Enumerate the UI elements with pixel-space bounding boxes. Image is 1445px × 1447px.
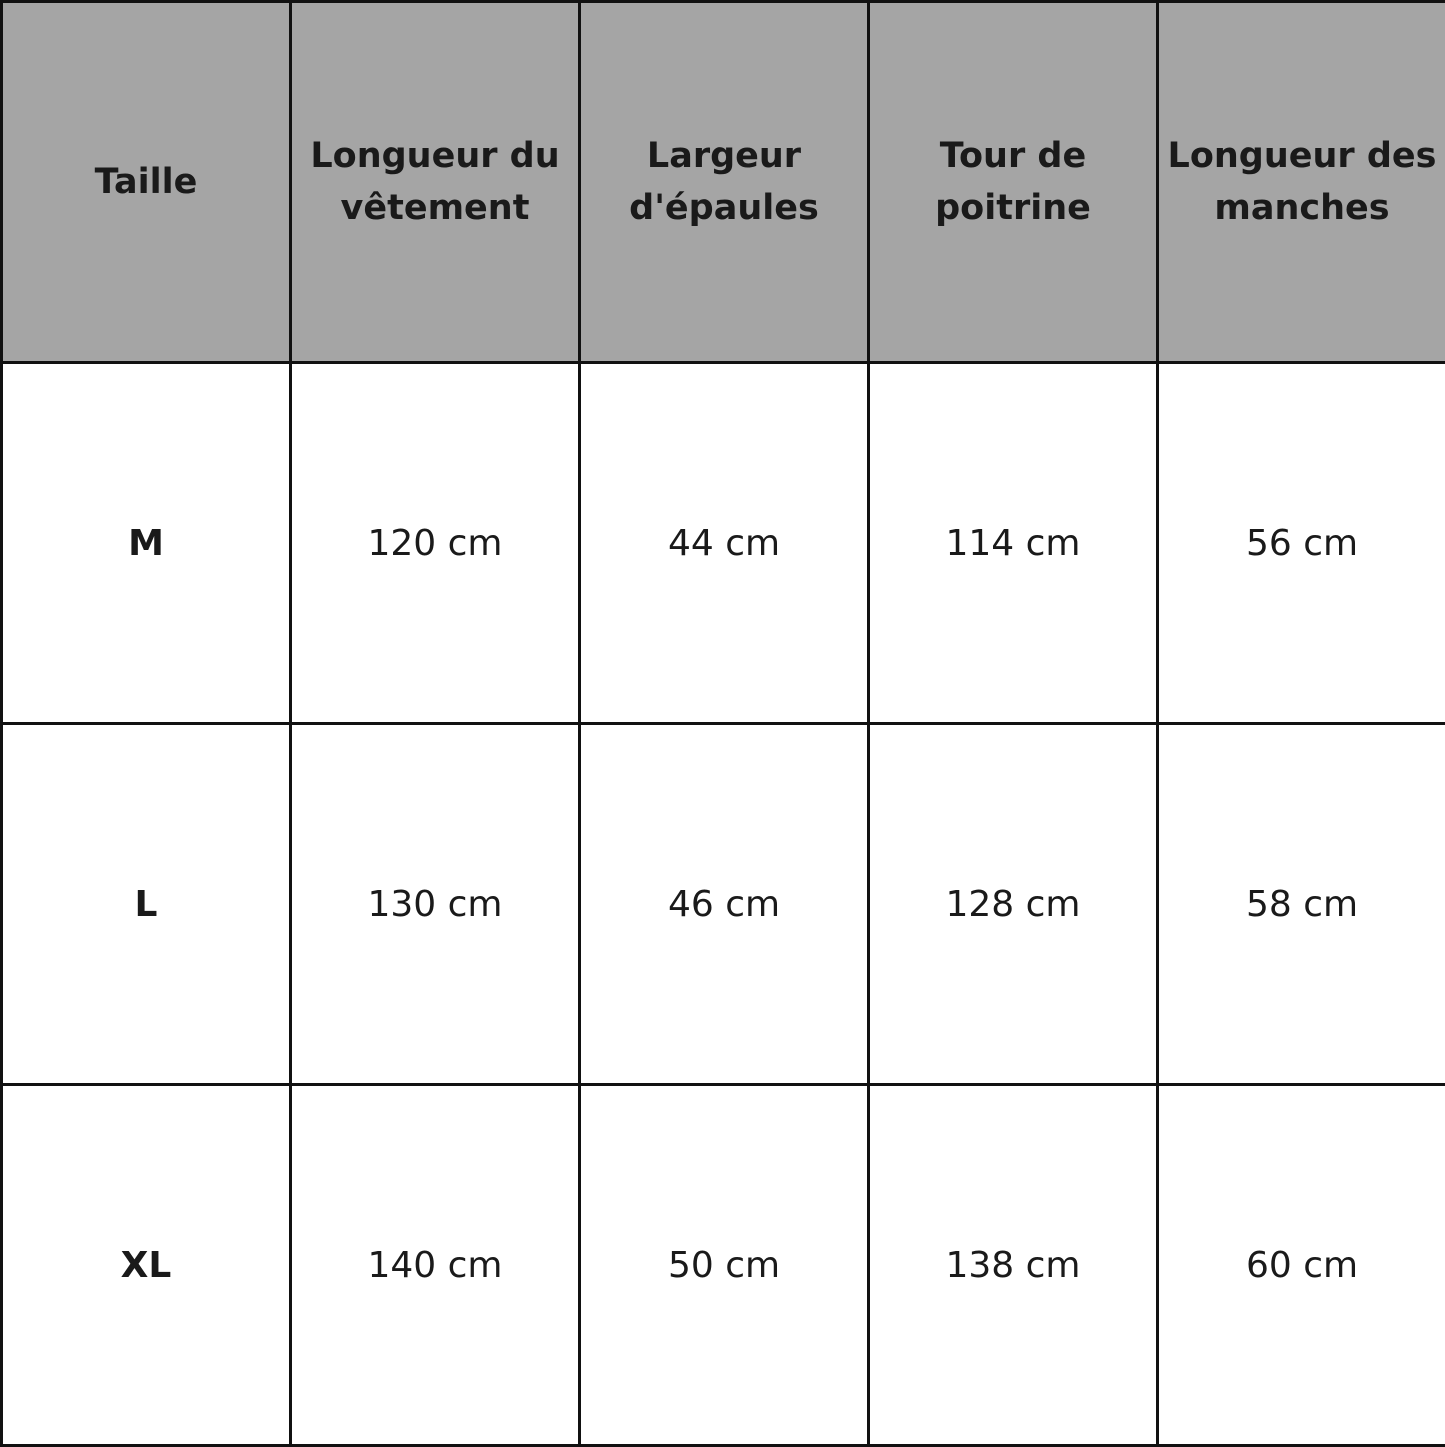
header-tour-poitrine: Tour de poitrine [869,2,1158,363]
table-header [2,2,1445,363]
value-cell: 128 cm [869,724,1158,1085]
value-cell: 46 cm [580,724,869,1085]
size-cell: XL [2,1085,291,1446]
value-cell: 120 cm [291,363,580,724]
table-row [2,363,1445,724]
value-cell: 44 cm [580,363,869,724]
header-taille: Taille [2,2,291,363]
table-row [2,1085,1445,1446]
header-row [2,2,1445,363]
value-cell: 60 cm [1158,1085,1445,1446]
header-largeur-epaules: Largeur d'épaules [580,2,869,363]
table-body [2,363,1445,1446]
header-longueur-vetement: Longueur du vêtement [291,2,580,363]
value-cell: 140 cm [291,1085,580,1446]
value-cell: 114 cm [869,363,1158,724]
value-cell: 50 cm [580,1085,869,1446]
size-cell: M [2,363,291,724]
table-row [2,724,1445,1085]
value-cell: 130 cm [291,724,580,1085]
header-longueur-manches: Longueur des manches [1158,2,1445,363]
value-cell: 56 cm [1158,363,1445,724]
size-cell: L [2,724,291,1085]
value-cell: 58 cm [1158,724,1445,1085]
value-cell: 138 cm [869,1085,1158,1446]
